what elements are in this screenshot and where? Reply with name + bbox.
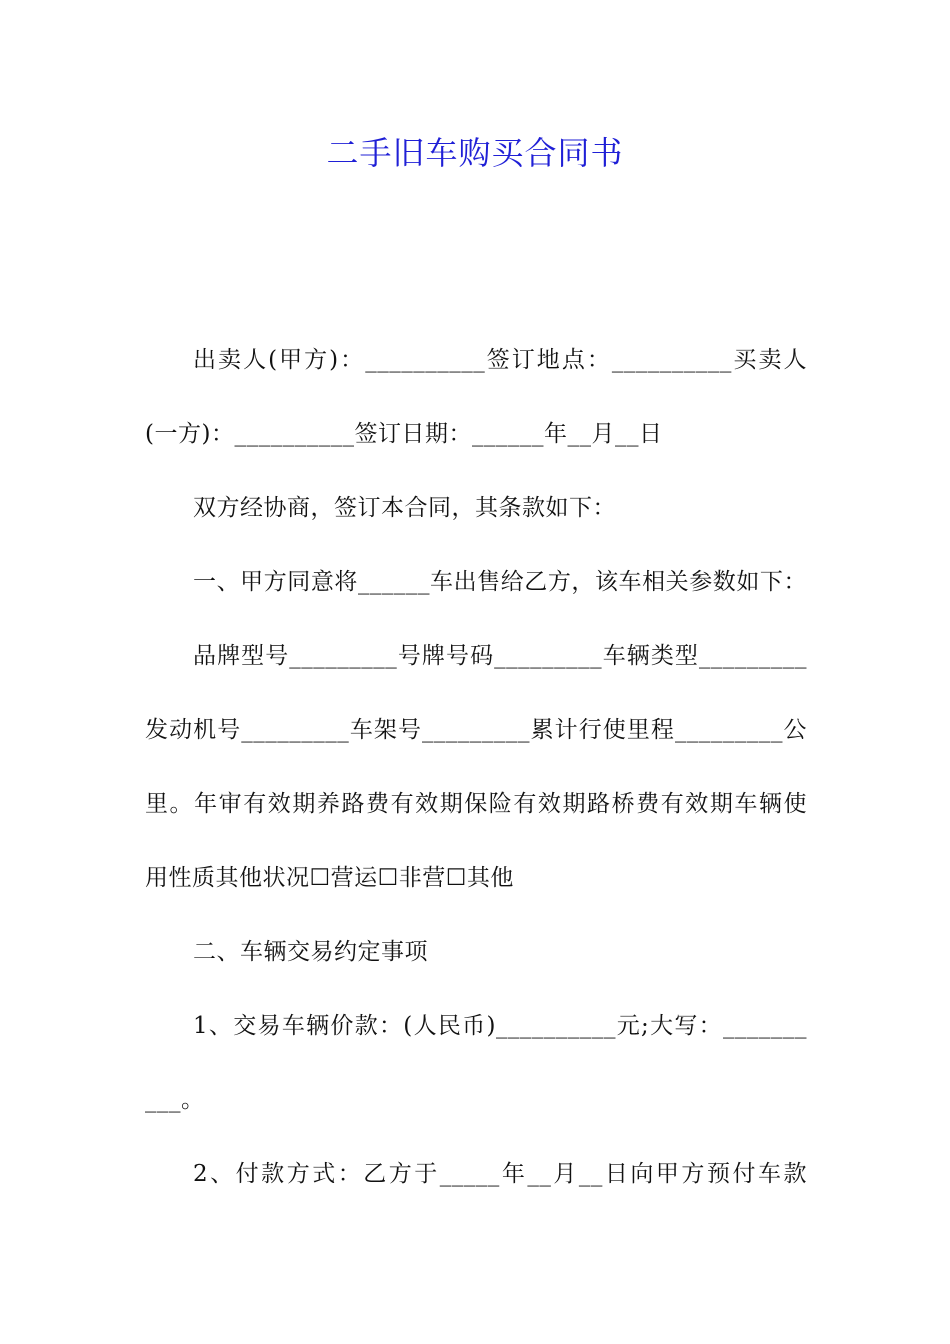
vehicle-params-line-1: 品牌型号_________号牌号码_________车辆类型_________ [193, 643, 807, 669]
vehicle-params-line-3: 里。年审有效期养路费有效期保险有效期路桥费有效期车辆使 [145, 791, 807, 817]
vehicle-params-line-4: 用性质其他状况☐营运☐非营☐其他 [145, 865, 514, 891]
price-line-continued: ___。 [145, 1087, 205, 1113]
clause-one-heading: 一、甲方同意将______车出售给乙方，该车相关参数如下： [193, 569, 807, 595]
paragraph-seller-line: 出卖人(甲方)：__________签订地点：__________买卖人 [193, 347, 807, 373]
vehicle-params-line-2: 发动机号_________车架号_________累计行使里程_________公 [145, 717, 807, 743]
payment-line: 2、付款方式：乙方于_____年__月__日向甲方预付车款 [193, 1161, 807, 1187]
document-title: 二手旧车购买合同书 [326, 134, 624, 172]
paragraph-buyer-line: (一方)：__________签订日期：______年__月__日 [145, 421, 663, 447]
clause-two-heading: 二、车辆交易约定事项 [193, 939, 428, 965]
price-line: 1、交易车辆价款：(人民币)__________元;大写：_______ [193, 1013, 807, 1039]
paragraph-intro: 双方经协商，签订本合同，其条款如下： [193, 495, 616, 521]
